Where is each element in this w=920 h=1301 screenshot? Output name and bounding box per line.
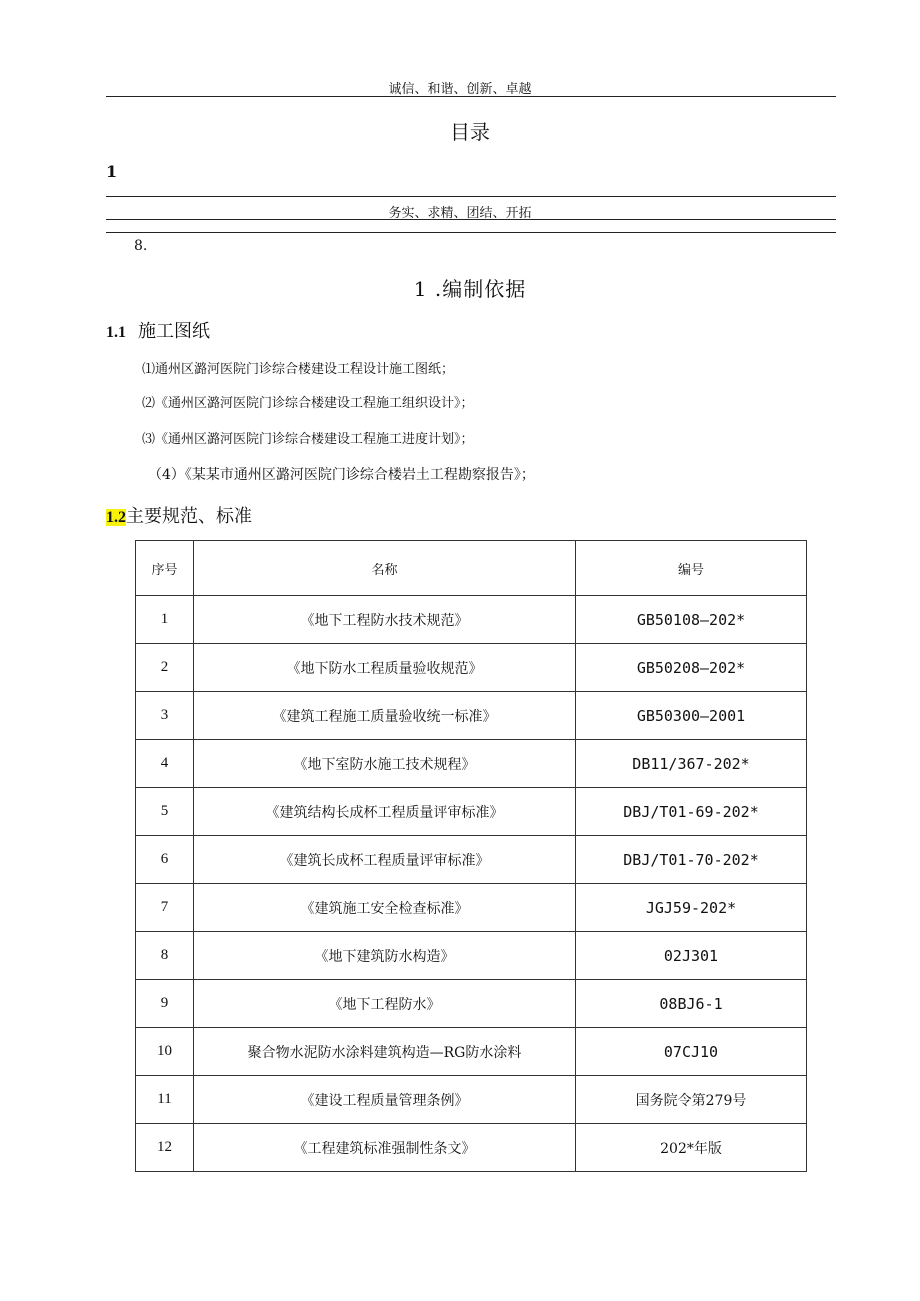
section-title: 主要规范、标准 [126,506,252,527]
page-marker: 8. [134,238,148,254]
header-code: 编号 [576,541,807,596]
row-code: 08BJ6-1 [576,980,807,1028]
row-serial: 12 [136,1124,194,1172]
drawing-item-3: ⑶《通州区潞河医院门诊综合楼建设工程施工进度计划》； [142,432,474,447]
table-row [136,836,807,884]
row-name: 《地下建筑防水构造》 [194,932,576,980]
table-row [136,980,807,1028]
row-name: 《建筑结构长成杯工程质量评审标准》 [194,788,576,836]
table-header-row [136,541,807,596]
section-title: 施工图纸 [138,321,210,342]
row-name: 《工程建筑标准强制性条文》 [194,1124,576,1172]
row-name: 《建筑长成杯工程质量评审标准》 [194,836,576,884]
row-name: 《地下工程防水》 [194,980,576,1028]
row-code: 202*年版 [576,1124,807,1172]
row-name: 《建设工程质量管理条例》 [194,1076,576,1124]
row-name: 《地下工程防水技术规范》 [194,596,576,644]
section-number-highlighted: 1.2 [106,509,126,526]
row-code: GB50108—202* [576,596,807,644]
table-row [136,740,807,788]
table-row [136,644,807,692]
row-code: GB50208—202* [576,644,807,692]
table-row [136,596,807,644]
section-number: 1.1 [106,324,126,341]
row-name: 《地下防水工程质量验收规范》 [194,644,576,692]
toc-entry-number: 1 [106,162,118,181]
toc-title: 目录 [450,120,490,144]
row-serial: 4 [136,740,194,788]
row-code: DBJ/T01-69-202* [576,788,807,836]
table-row [136,788,807,836]
drawing-item-1: ⑴通州区潞河医院门诊综合楼建设工程设计施工图纸； [142,362,455,377]
header-rule-2 [106,232,836,233]
section-heading-1-1 [106,317,210,343]
row-code: 07CJ10 [576,1028,807,1076]
row-code: GB50300—2001 [576,692,807,740]
footer-top-rule [106,196,836,197]
table-row [136,1076,807,1124]
table-row [136,1124,807,1172]
row-code: JGJ59-202* [576,884,807,932]
row-name: 《建筑施工安全检查标准》 [194,884,576,932]
row-serial: 7 [136,884,194,932]
table-row [136,692,807,740]
row-serial: 6 [136,836,194,884]
row-serial: 1 [136,596,194,644]
standards-table [135,540,807,1172]
row-serial: 2 [136,644,194,692]
row-serial: 10 [136,1028,194,1076]
header-name: 名称 [194,541,576,596]
drawing-item-4: （4）《某某市通州区潞河医院门诊综合楼岩土工程勘察报告》； [148,467,535,483]
header-serial: 序号 [136,541,194,596]
section-heading-1-2 [106,502,252,528]
header-motto: 诚信、和谐、创新、卓越 [388,82,532,97]
row-code: 02J301 [576,932,807,980]
row-serial: 8 [136,932,194,980]
table-row [136,1028,807,1076]
row-name: 聚合物水泥防水涂料建筑构造—RG防水涂料 [194,1028,576,1076]
row-serial: 11 [136,1076,194,1124]
row-code: 国务院令第279号 [576,1076,807,1124]
row-serial: 5 [136,788,194,836]
header-rule [106,96,836,97]
chapter-title: 1 .编制依据 [413,277,527,301]
row-name: 《地下室防水施工技术规程》 [194,740,576,788]
row-code: DBJ/T01-70-202* [576,836,807,884]
footer-motto: 务实、求精、团结、开拓 [388,206,532,221]
table-row [136,932,807,980]
row-code: DB11/367-202* [576,740,807,788]
drawing-item-2: ⑵《通州区潞河医院门诊综合楼建设工程施工组织设计》； [142,396,474,411]
row-name: 《建筑工程施工质量验收统一标准》 [194,692,576,740]
table-row [136,884,807,932]
row-serial: 9 [136,980,194,1028]
row-serial: 3 [136,692,194,740]
footer-rule [106,219,836,220]
